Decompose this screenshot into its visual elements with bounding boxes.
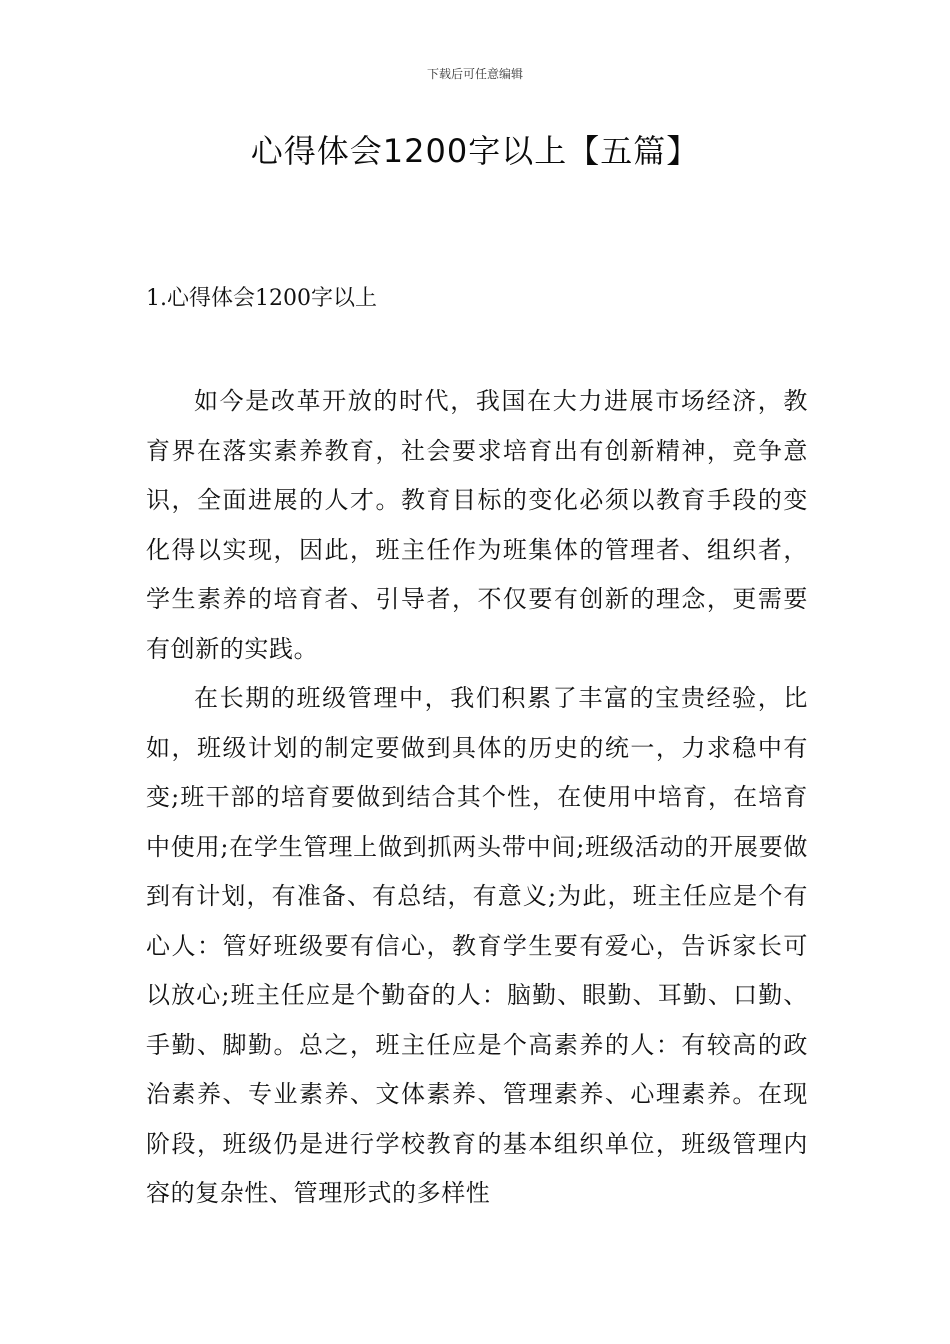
body-text [146, 377, 808, 1219]
page-header-note: 下载后可任意编辑 [426, 67, 523, 81]
section-heading: 1.心得体会1200字以上 [146, 286, 377, 311]
document-title: 心得体会1200字以上【五篇】 [250, 132, 700, 170]
paragraph-1: 如今是改革开放的时代，我国在大力进展市场经济，教育界在落实素养教育，社会要求培育出有创新精神，竞争意识，全面进展的人才。教育目标的变化必须以教育手段的变化得以实现，因此，班主任作为班集体的管理者、组织者，学生素养的培育者、引导者，不仅要有创新的理念，更需要有创新的实践。 [146, 387, 808, 663]
paragraph-2: 在长期的班级管理中，我们积累了丰富的宝贵经验，比如，班级计划的制定要做到具体的历史的统一，力求稳中有变;班干部的培育要做到结合其个性，在使用中培育，在培育中使用;在学生管理上做到抓两头带中间;班级活动的开展要做到有计划，有准备、有总结，有意义;为此，班主任应是个有心人：管好班级要有信心，教育学生要有爱心，告诉家长可以放心;班主任应是个勤奋的人：脑勤、眼勤、耳勤、口勤、手勤、脚勤。总之，班主任应是个高素养的人：有较高的政治素养、专业素养、文体素养、管理素养、心理素养。在现阶段，班级仍是进行学校教育的基本组织单位，班级管理内容的复杂性、管理形式的多样性 [146, 684, 808, 1207]
